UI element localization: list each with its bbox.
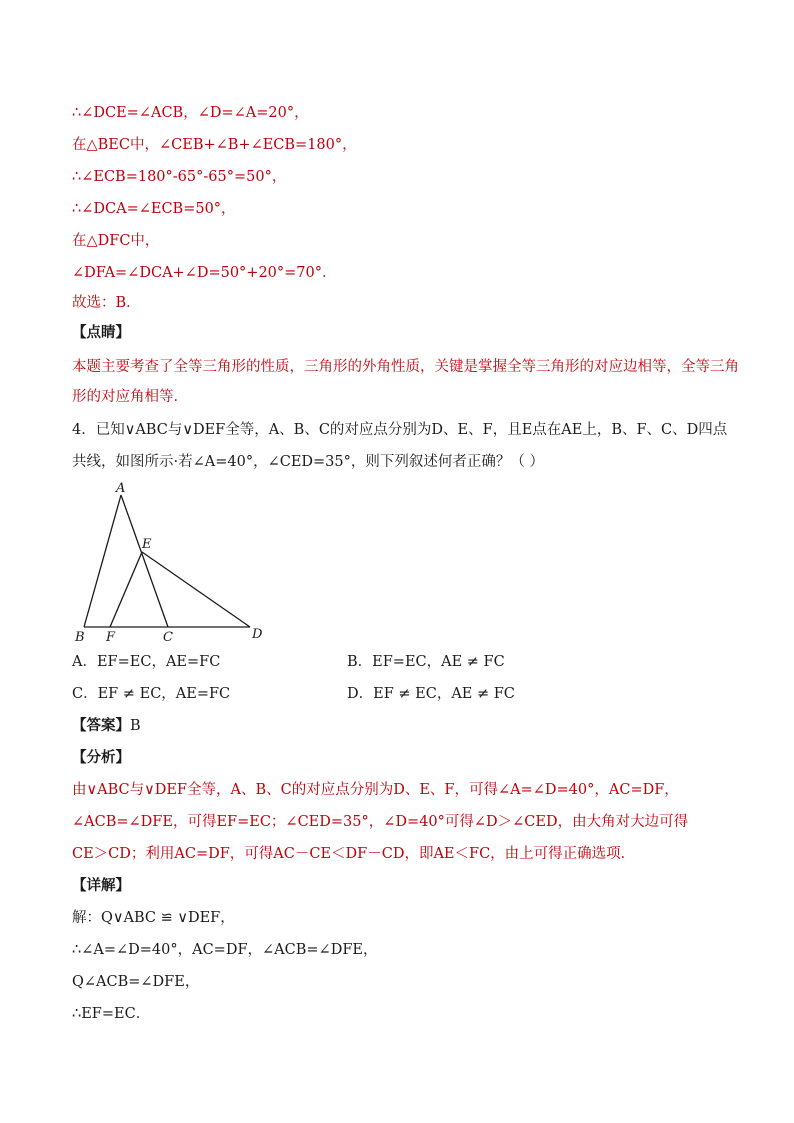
solution-line-1: ∴∠DCE=∠ACB，∠D=∠A=20°， bbox=[72, 105, 309, 121]
answer-heading: 【答案】 bbox=[72, 717, 130, 734]
label-e: E bbox=[142, 537, 152, 552]
detail-line-3: Q∠ACB=∠DFE， bbox=[72, 974, 200, 990]
comment-heading: 【点睛】 bbox=[72, 324, 130, 341]
option-d: D．EF ≠ EC，AE ≠ FC bbox=[347, 686, 515, 702]
label-a: A bbox=[116, 481, 126, 496]
segment-ab bbox=[84, 495, 121, 627]
analysis-line-1: 由∨ABC与∨DEF全等，A、B、C的对应点分别为D、E、F，可得∠A=∠D=40°，AC=DF， bbox=[72, 782, 679, 798]
label-c: C bbox=[163, 630, 173, 644]
detail-line-2: ∴∠A=∠D=40°，AC=DF，∠ACB=∠DFE， bbox=[72, 942, 378, 958]
comment-line-1: 本题主要考查了全等三角形的性质，三角形的外角性质，关键是掌握全等三角形的对应边相等，全等三角 bbox=[72, 359, 739, 375]
answer-line bbox=[72, 716, 141, 736]
option-b: B．EF=EC，AE ≠ FC bbox=[347, 654, 505, 670]
comment-line-2: 形的对应角相等． bbox=[72, 389, 188, 405]
solution-line-6: ∠DFA=∠DCA+∠D=50°+20°=70°． bbox=[72, 265, 337, 281]
question-line-1: 4．已知∨ABC与∨DEF全等，A、B、C的对应点分别为D、E、F，且E点在AE上，B、F、C、D四点 bbox=[72, 422, 728, 438]
segment-ed bbox=[142, 552, 250, 627]
question-line-2: 共线，如图所示·若∠A=40°，∠CED=35°，则下列叙述何者正确？（ ） bbox=[72, 454, 544, 470]
solution-line-5: 在△DFC中， bbox=[72, 233, 160, 249]
solution-line-7: 故选：B． bbox=[72, 295, 141, 311]
analysis-line-3: CE＞CD；利用AC=DF，可得AC－CE＜DF－CD，即AE＜FC，由上可得正确选项． bbox=[72, 846, 636, 862]
detail-line-4: ∴EF=EC． bbox=[72, 1006, 151, 1022]
geometry-figure bbox=[70, 478, 270, 644]
detail-heading: 【详解】 bbox=[72, 877, 130, 894]
label-d: D bbox=[252, 627, 263, 642]
detail-line-1: 解：Q∨ABC ≌ ∨DEF， bbox=[72, 910, 235, 926]
analysis-heading: 【分析】 bbox=[72, 749, 130, 766]
option-c: C．EF ≠ EC，AE=FC bbox=[72, 686, 231, 702]
solution-line-3: ∴∠ECB=180°-65°-65°=50°， bbox=[72, 169, 287, 185]
answer-value: B bbox=[130, 718, 141, 734]
label-b: B bbox=[75, 630, 85, 644]
analysis-line-2: ∠ACB=∠DFE，可得EF=EC；∠CED=35°，∠D=40°可得∠D＞∠CED，由大角对大边可得 bbox=[72, 814, 689, 830]
segment-ef bbox=[110, 552, 142, 627]
option-a: A．EF=EC，AE=FC bbox=[72, 654, 221, 670]
segment-ac bbox=[121, 495, 168, 627]
solution-line-2: 在△BEC中，∠CEB+∠B+∠ECB=180°， bbox=[72, 137, 357, 153]
solution-line-4: ∴∠DCA=∠ECB=50°， bbox=[72, 201, 236, 217]
label-f: F bbox=[106, 630, 116, 644]
